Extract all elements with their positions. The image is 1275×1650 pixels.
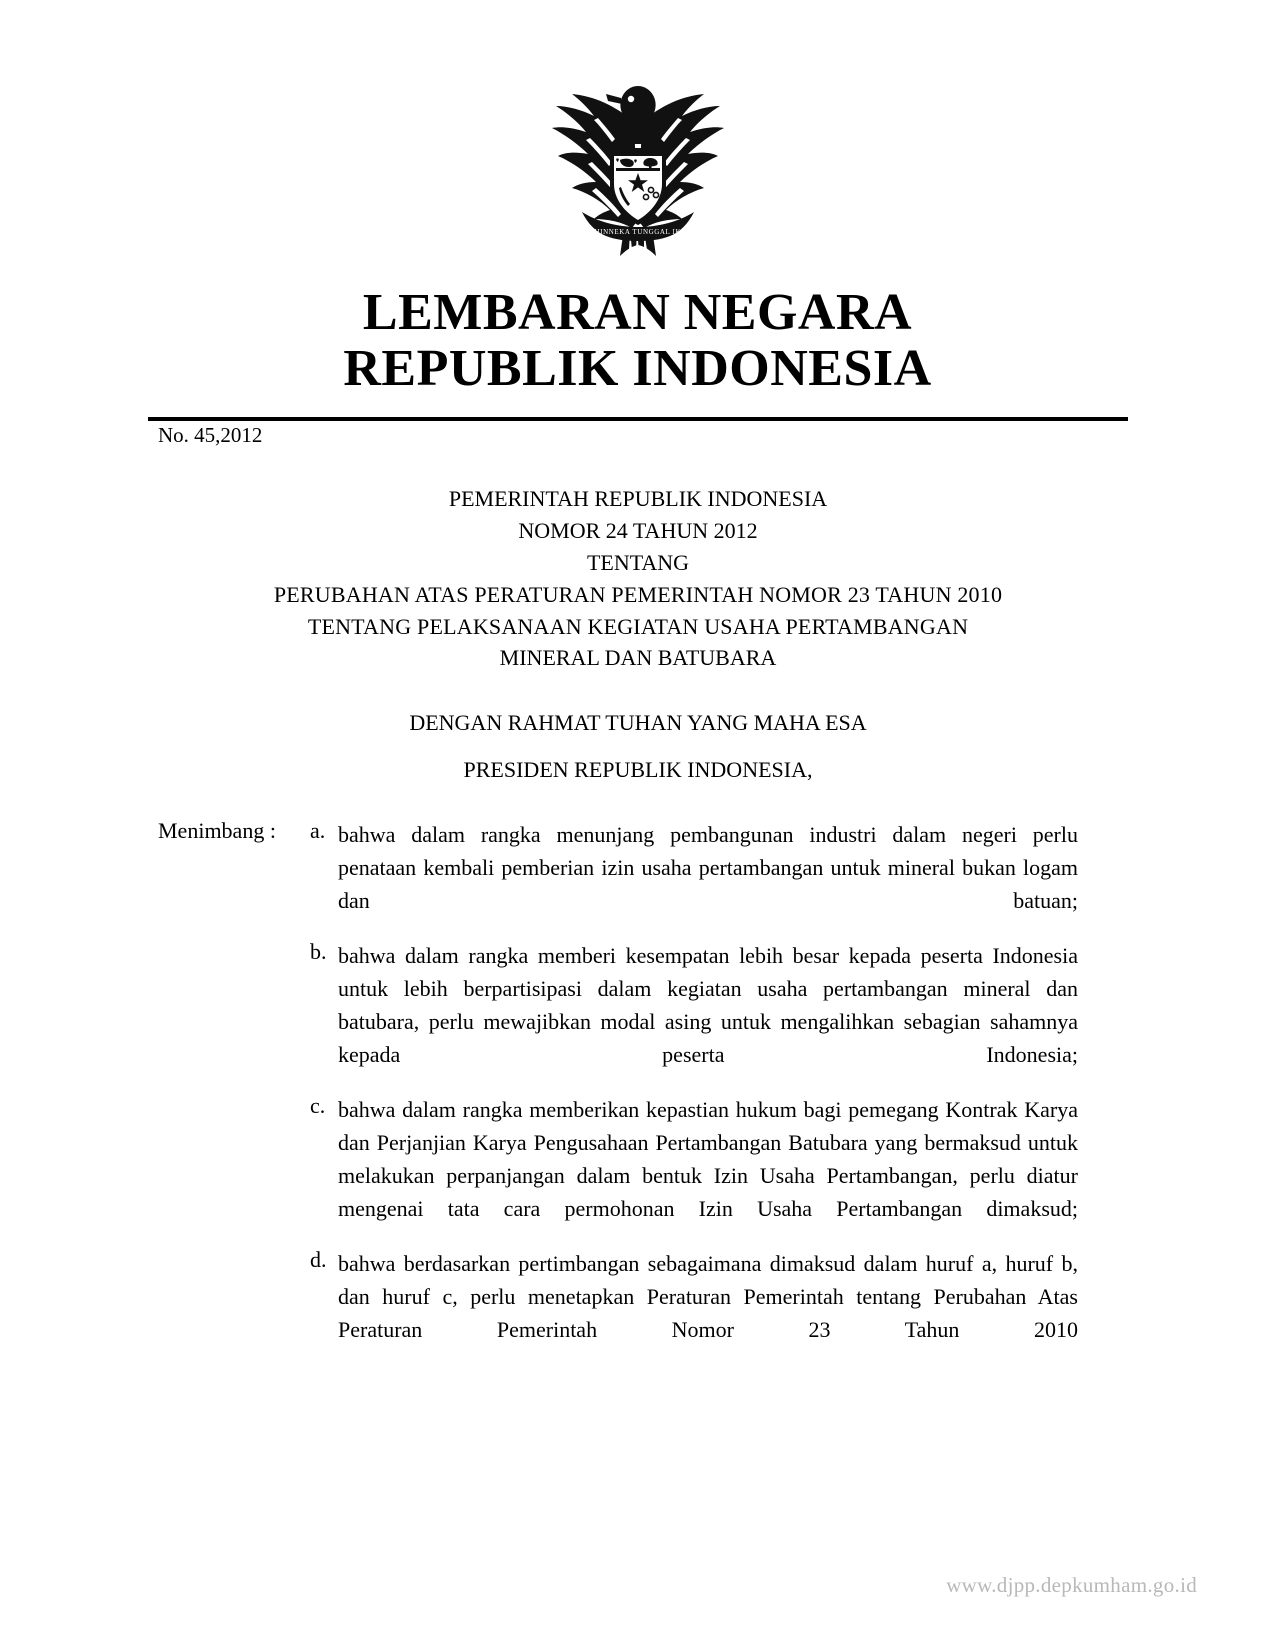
issue-number: No. 45,2012 — [158, 423, 263, 447]
considering-item-marker: d. — [310, 1247, 327, 1272]
title-line-6: MINERAL DAN BATUBARA — [499, 645, 777, 671]
considering-item — [310, 1093, 1078, 1225]
invocation-line-1: DENGAN RAHMAT TUHAN YANG MAHA ESA — [409, 710, 867, 735]
considering-item — [310, 818, 1078, 917]
title-line-1: PEMERINTAH REPUBLIK INDONESIA — [448, 486, 828, 511]
invocation-block — [148, 705, 1128, 787]
considering-section — [158, 818, 1078, 1346]
title-block — [148, 483, 1128, 674]
masthead — [0, 285, 1275, 397]
title-line-2: NOMOR 24 TAHUN 2012 — [518, 517, 758, 543]
considering-item-marker: c. — [310, 1093, 326, 1118]
garuda-pancasila-emblem — [538, 70, 738, 270]
masthead-divider — [148, 417, 1128, 421]
svg-text:BHINNEKA TUNGGAL IKA: BHINNEKA TUNGGAL IKA — [588, 228, 687, 236]
considering-item-text: bahwa dalam rangka menunjang pembangunan industri dalam negeri perlu penataan kembali pemberian izin usaha pertambangan untuk mineral bukan logam dan batuan; — [338, 822, 1078, 913]
masthead-line-1: LEMBARAN NEGARA — [362, 284, 913, 341]
invocation-line-2: PRESIDEN REPUBLIK INDONESIA, — [463, 757, 813, 783]
title-line-4: PERUBAHAN ATAS PERATURAN PEMERINTAH NOMOR 23 TAHUN 2010 — [273, 581, 1003, 607]
masthead-line-2: REPUBLIK INDONESIA — [343, 340, 932, 398]
considering-item-marker: b. — [310, 939, 327, 964]
considering-label: Menimbang : — [158, 818, 276, 843]
considering-item — [310, 1247, 1078, 1346]
footer-watermark: www.djpp.depkumham.go.id — [946, 1573, 1197, 1597]
emblem-container — [0, 70, 1275, 270]
considering-item — [310, 939, 1078, 1071]
title-line-3: TENTANG — [586, 549, 690, 575]
considering-item-text: bahwa dalam rangka memberi kesempatan lebih besar kepada peserta Indonesia untuk lebih berpartisipasi dalam kegiatan usaha pertambangan mineral dan batubara, perlu mewajibkan modal asing untuk mengalihkan sebagian sahamnya kepada peserta Indonesia; — [338, 943, 1078, 1067]
considering-item-text: bahwa dalam rangka memberikan kepastian hukum bagi pemegang Kontrak Karya dan Perjanjian Karya Pengusahaan Pertambangan Batubara yang bermaksud untuk melakukan perpanjangan dalam bentuk Izin Usaha Pertambangan, perlu diatur mengenai tata cara permohonan Izin Usaha Pertambangan dimaksud; — [338, 1097, 1078, 1221]
title-line-5: TENTANG PELAKSANAAN KEGIATAN USAHA PERTAMBANGAN — [307, 613, 969, 639]
considering-items — [310, 818, 1078, 1346]
considering-item-marker: a. — [310, 818, 326, 843]
considering-item-text: bahwa berdasarkan pertimbangan sebagaimana dimaksud dalam huruf a, huruf b, dan huruf c, perlu menetapkan Peraturan Pemerintah tentang Perubahan Atas Peraturan Pemerintah Nomor 23 Tahun 2010 — [338, 1251, 1078, 1342]
